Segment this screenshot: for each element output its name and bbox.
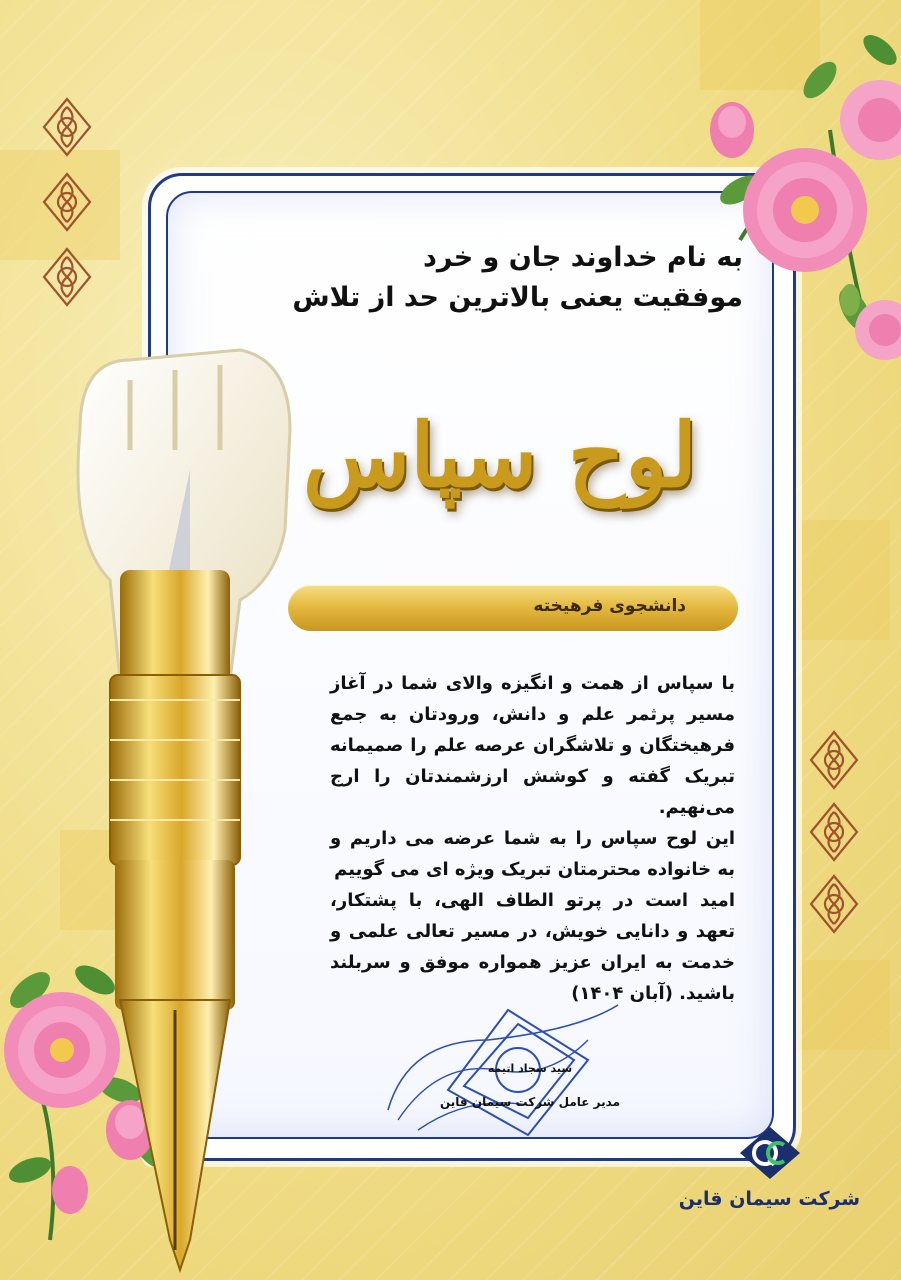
background-tile: [780, 520, 890, 640]
body-paragraph: این لوح سپاس را به شما عرضه می داریم و به خانواده محترمتان تبریک ویژه ای می گوییم: [330, 828, 735, 880]
rose-bouquet-icon: [680, 10, 901, 430]
body-paragraph: با سپاس از همت و انگیزه والای شما در آغاز مسیر پرثمر علم و دانش، ورودتان به جمع فرهیختگان و تلاشگران عرصه علم را صمیمانه تبریک گفته و کوشش ارزشمندتان را ارج می‌نهیم.: [330, 673, 735, 818]
persian-ornament-icon: [805, 728, 863, 792]
certificate-title: لوح سپاس: [302, 403, 698, 507]
fountain-pen-fist-icon: [40, 320, 300, 1280]
persian-ornament-icon: [805, 800, 863, 864]
certificate-body: [330, 668, 735, 1009]
persian-ornament-icon: [805, 872, 863, 936]
signer-name: سید سجاد اتیمه: [487, 1062, 573, 1075]
recipient-label: دانشجوی فرهیخته: [533, 596, 686, 616]
persian-ornament-icon: [38, 170, 96, 234]
header-line-1: به نام خداوند جان و خرد: [423, 242, 743, 273]
background-tile: [790, 960, 890, 1050]
body-paragraph: امید است در پرتو الطاف الهی، با پشتکار، تعهد و دانایی خویش، در مسیر تعالی علمی و خدمت به ایران عزیز همواره موفق و سربلند باشید. (آبان ۱۴۰۴): [330, 890, 735, 1004]
company-name: شرکت سیمان قاین: [678, 1188, 860, 1210]
qc-logo-icon: [738, 1125, 802, 1181]
signer-role: مدیر عامل شرکت سیمان قاین: [440, 1095, 620, 1109]
header-line-2: موفقیت یعنی بالاترین حد از تلاش: [292, 282, 743, 313]
persian-ornament-icon: [38, 95, 96, 159]
persian-ornament-icon: [38, 245, 96, 309]
